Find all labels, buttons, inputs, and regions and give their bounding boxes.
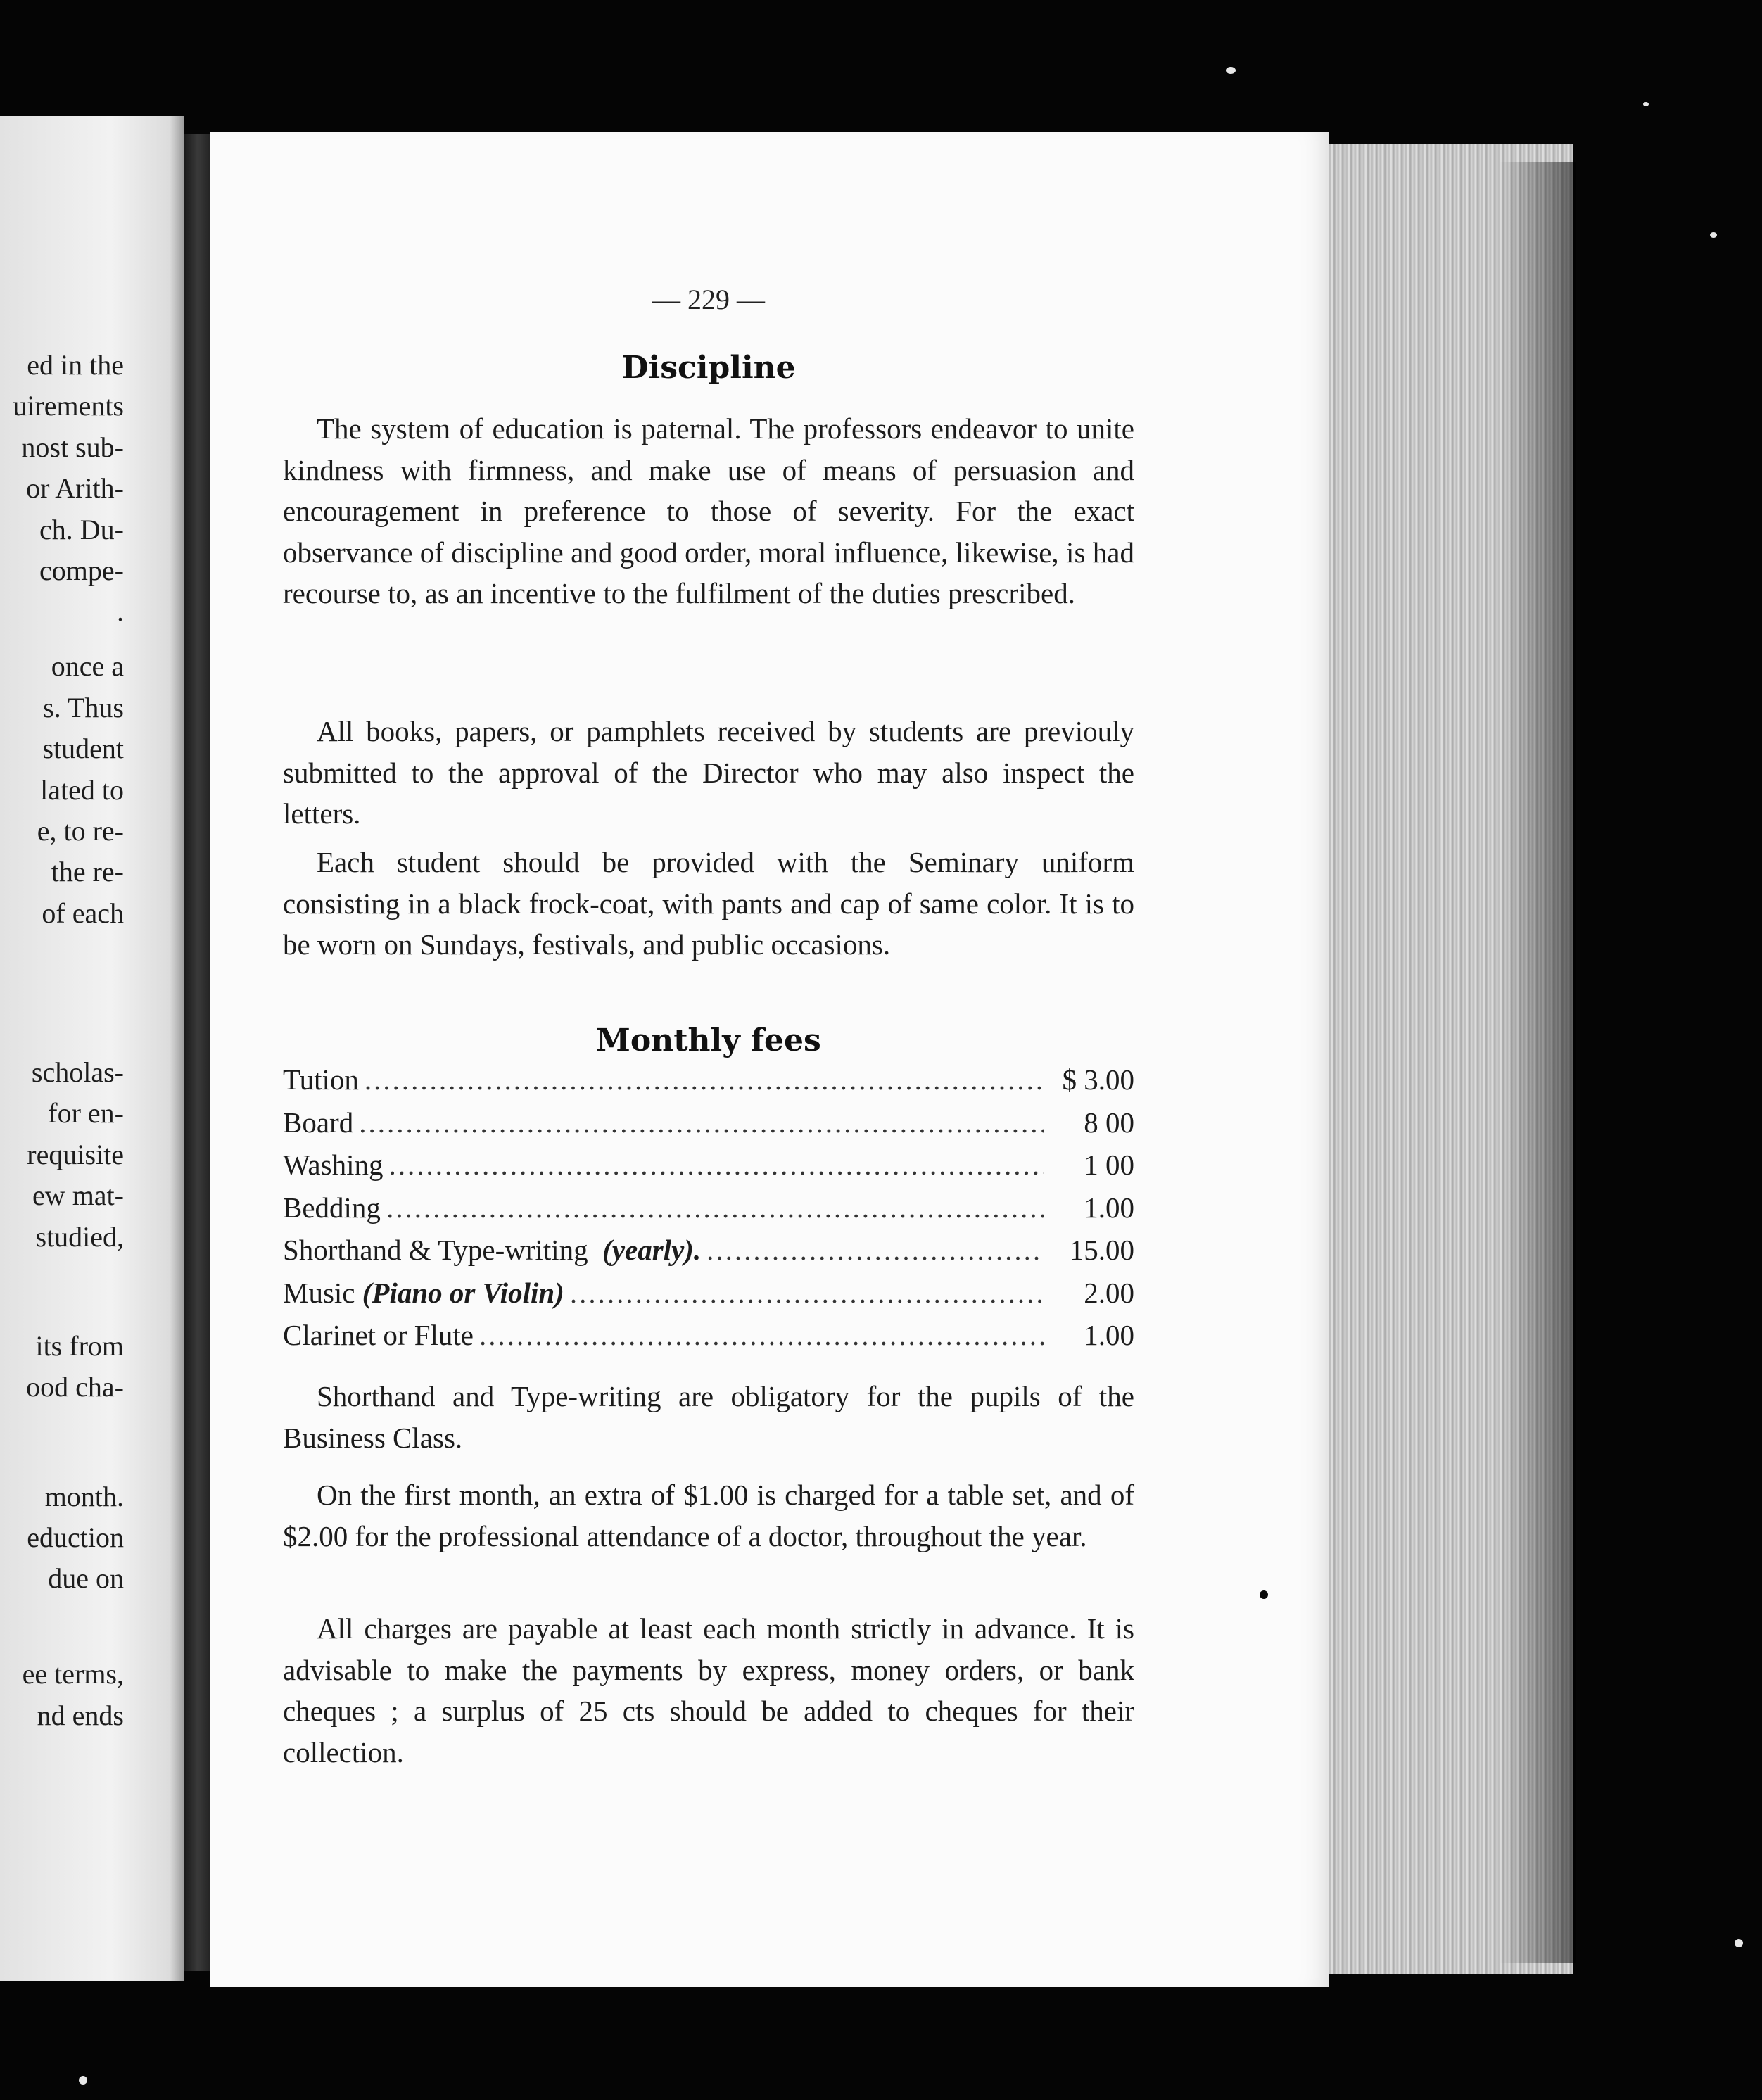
left-page-fragment: lated to: [40, 774, 124, 806]
left-page-fragment: of each: [42, 897, 124, 929]
left-page-fragment: nd ends: [37, 1700, 124, 1731]
left-page-fragment: nost sub-: [21, 431, 124, 463]
fee-amount: 1.00: [1084, 1319, 1134, 1351]
discipline-paragraph: The system of education is paternal. The professors endeavor to unite kindness with firmness, and make use of means of persuasion and encouragement in preference to those of severity. For the exact observance of discipline and good order, moral influence, likewise, is had recourse to, as an incentive to the fulfilment of the duties prescribed.: [283, 412, 1134, 609]
fee-label: Board: [283, 1106, 354, 1139]
fee-label: Bedding: [283, 1191, 381, 1224]
discipline-heading: Discipline: [621, 350, 796, 386]
page-speck: [1260, 1590, 1268, 1599]
fee-amount: $ 3.00: [1062, 1063, 1134, 1096]
leader-dots: [706, 1233, 1044, 1267]
fees-paragraph: All charges are payable at least each month strictly in advance. It is advisable to make the payments by express, money orders, or bank cheques ; a surplus of 25 cts should be added to cheques for their collection.: [283, 1612, 1134, 1769]
page-edges-shadow: [1499, 162, 1576, 1963]
left-page-fragment: once a: [51, 650, 124, 682]
fee-row: [283, 1318, 1134, 1361]
fee-row: [283, 1233, 1134, 1276]
leader-dots: [479, 1318, 1044, 1352]
leader-dots: [570, 1276, 1044, 1310]
left-page-fragment: ew mat-: [32, 1179, 124, 1211]
discipline-paragraph: Each student should be provided with the Seminary uniform consisting in a black frock-coat, with pants and cap of same color. It is to be worn on Sundays, festivals, and public occasions.: [283, 846, 1134, 961]
leader-dots: [365, 1063, 1044, 1096]
left-page-fragment: compe-: [39, 555, 124, 586]
left-page-fragment: for en-: [48, 1097, 124, 1129]
fee-label: [283, 1276, 564, 1310]
dust-speck: [1226, 67, 1236, 74]
left-page-fragment: requisite: [27, 1139, 124, 1170]
fee-label-text: Shorthand & Type-writing: [283, 1234, 588, 1266]
dust-speck: [1735, 1939, 1743, 1947]
fee-row: [283, 1191, 1134, 1234]
book-gutter: [184, 134, 211, 1971]
left-page-fragment: eduction: [27, 1522, 124, 1553]
fee-label: Washing: [283, 1149, 384, 1181]
fees-paragraph: Shorthand and Type-writing are obligatory for the pupils of the Business Class.: [283, 1380, 1134, 1454]
facing-page-left: [0, 116, 184, 1981]
fee-note: (Piano or Violin): [362, 1276, 564, 1309]
fee-amount: 8 00: [1084, 1106, 1134, 1139]
fees-table: [283, 1063, 1134, 1361]
fee-label: Clarinet or Flute: [283, 1319, 474, 1351]
left-page-fragment: ee terms,: [22, 1658, 124, 1690]
fee-amount: 15.00: [1069, 1234, 1134, 1266]
left-page-fragment: its from: [35, 1330, 124, 1362]
dust-speck: [1710, 232, 1717, 238]
fee-row: [283, 1063, 1134, 1106]
leader-dots: [359, 1106, 1044, 1139]
monthly-fees-heading: Monthly fees: [596, 1023, 821, 1058]
fee-row: [283, 1276, 1134, 1319]
leader-dots: [386, 1191, 1044, 1225]
fee-note: (yearly).: [602, 1234, 702, 1266]
fee-label: Tution: [283, 1063, 359, 1096]
left-page-fragment: the re-: [51, 856, 124, 887]
left-page-fragment: s. Thus: [43, 692, 124, 723]
fee-label-text: Music: [283, 1276, 355, 1309]
left-page-fragment: studied,: [35, 1221, 124, 1253]
dust-speck: [1643, 102, 1649, 106]
dust-speck: [79, 2076, 87, 2085]
left-page-fragment: .: [117, 595, 124, 627]
left-page-fragment: or Arith-: [26, 472, 124, 504]
discipline-paragraph: All books, papers, or pamphlets received by students are previouly submitted to the approval of the Director who may also inspect the letters.: [283, 715, 1134, 830]
fee-amount: 1 00: [1084, 1149, 1134, 1181]
fee-amount: 2.00: [1084, 1276, 1134, 1309]
left-page-fragment: month.: [44, 1481, 124, 1512]
left-page-fragment: ch. Du-: [39, 514, 124, 545]
fees-paragraph: On the first month, an extra of $1.00 is charged for a table set, and of $2.00 for the professional attendance of a doctor, throughout the year.: [283, 1479, 1134, 1552]
fee-row: [283, 1148, 1134, 1191]
left-page-fragment: due on: [48, 1562, 124, 1594]
left-page-fragment: scholas-: [31, 1056, 124, 1088]
fee-row: [283, 1106, 1134, 1149]
leader-dots: [388, 1148, 1044, 1182]
left-page-fragment: ed in the: [27, 349, 124, 381]
page-number: — 229 —: [652, 284, 765, 315]
left-page-fragment: uirements: [13, 390, 124, 422]
fee-amount: 1.00: [1084, 1191, 1134, 1224]
left-page-fragment: ood cha-: [26, 1371, 124, 1403]
left-page-fragment: e, to re-: [37, 815, 124, 847]
fee-label: [283, 1233, 701, 1267]
left-page-fragment: student: [42, 733, 124, 764]
